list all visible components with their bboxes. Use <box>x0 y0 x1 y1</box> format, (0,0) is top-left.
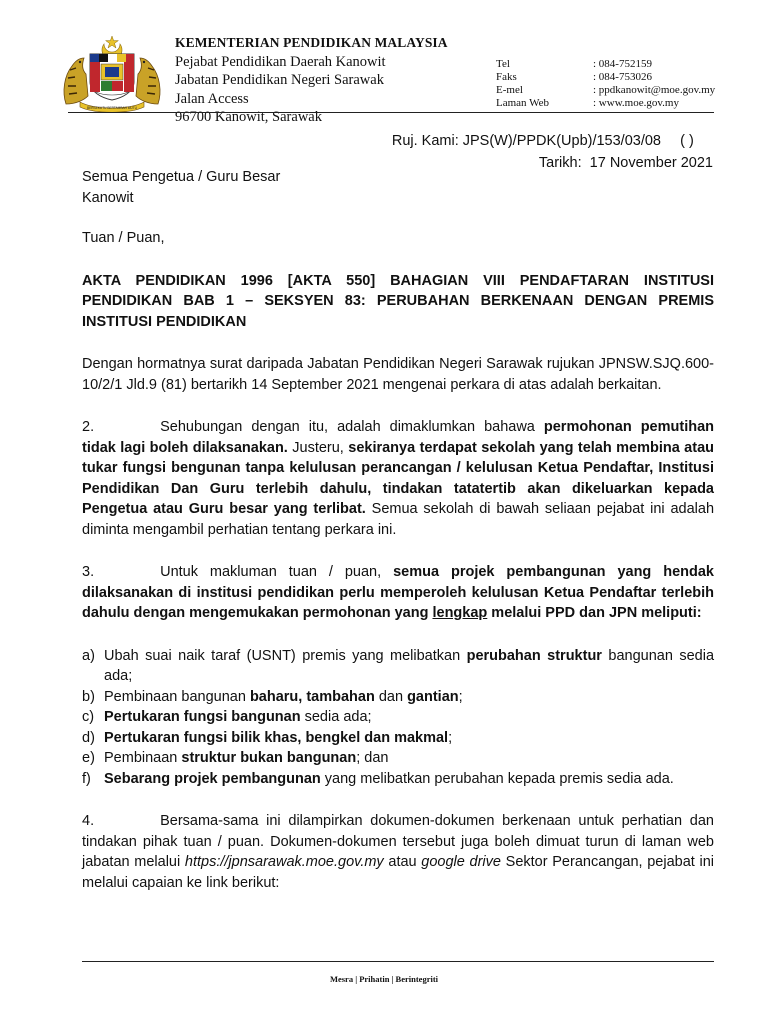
text-run: ; dan <box>356 750 389 766</box>
date-value: 17 November 2021 <box>589 155 713 171</box>
footer-divider <box>82 961 714 962</box>
recipient-line-2: Kanowit <box>82 189 134 206</box>
footer-motto: Mesra | Prihatin | Berintegriti <box>329 974 439 984</box>
text-run: Bersama-sama ini dilampirkan dokumen-dokumen berkenaan untuk perhatian dan tindakan pihak tuan / puan. Dokumen-dokumen tersebut juga boleh dimuat turun di laman web jabatan melalui <box>82 813 714 870</box>
paragraph-1: Dengan hormatnya surat daripada Jabatan Pendidikan Negeri Sarawak rujukan JPNSW.SJQ.600-10/2/1 Jld.9 (81) bertarikh 14 September 2021 mengenai perkara di atas adalah berkaitan. <box>82 356 714 393</box>
list-item-d <box>82 728 714 749</box>
svg-text:BERSEKUTU BERTAMBAH MUTU: BERSEKUTU BERTAMBAH MUTU <box>86 106 138 110</box>
address-line-4: 96700 Kanowit, Sarawak <box>175 109 322 125</box>
list-item-a <box>82 646 714 687</box>
contact-details <box>496 58 715 110</box>
list-marker: d) <box>82 729 95 746</box>
contact-label: Tel <box>496 58 510 70</box>
contact-row-tel <box>496 58 715 71</box>
bold-text: Pertukaran fungsi bangunan <box>104 709 301 725</box>
contact-label: Faks <box>496 71 517 83</box>
project-type-list <box>82 646 714 790</box>
contact-value: : ppdkanowit@moe.gov.my <box>593 84 716 96</box>
text-run: ; <box>458 688 463 705</box>
text-run: Semua sekolah di bawah seliaan pejabat ini adalah diminta mengambil perhatian tentang perkara ini. <box>82 501 715 538</box>
text-run: Sektor Perancangan, pejabat ini melalui capaian ke link berikut: <box>82 854 714 891</box>
list-item-b <box>82 687 714 708</box>
header-divider <box>68 112 714 113</box>
paragraph-number: 3. <box>82 564 95 580</box>
paragraph-number: 2. <box>82 419 95 435</box>
text-run: dan <box>374 688 408 705</box>
text-run: ; <box>448 729 453 746</box>
paragraph-number: 4. <box>82 813 95 829</box>
list-item-e <box>82 748 714 769</box>
bold-text: struktur bukan bangunan <box>181 750 357 766</box>
text-run: Ubah suai naik taraf (USNT) premis yang melibatkan <box>104 647 467 664</box>
contact-value: : 084-752159 <box>593 58 652 70</box>
text-run: Justeru, <box>287 439 349 456</box>
list-item-c <box>82 707 714 728</box>
contact-row-website <box>496 97 715 110</box>
recipient-line-1: Semua Pengetua / Guru Besar <box>82 169 281 185</box>
list-marker: b) <box>82 688 95 705</box>
contact-label: Laman Web <box>496 97 549 109</box>
list-item-f <box>82 769 714 790</box>
bold-text: gantian <box>407 688 459 705</box>
reference-number: Ruj. Kami: JPS(W)/PPDK(Upb)/153/03/08 <box>391 133 661 149</box>
paragraph-3 <box>82 562 714 624</box>
bold-text: permohonan pemutihan tidak lagi boleh dilaksanakan. <box>82 419 714 456</box>
address-line-2: Jabatan Pendidikan Negeri Sarawak <box>175 72 384 88</box>
list-marker: c) <box>82 709 95 725</box>
text-run: Pembinaan bangunan <box>104 688 250 705</box>
reference-parenthesis: ( ) <box>680 133 694 149</box>
ministry-name: KEMENTERIAN PENDIDIKAN MALAYSIA <box>175 35 448 50</box>
salutation: Tuan / Puan, <box>82 230 165 246</box>
contact-row-email <box>496 84 715 97</box>
bold-text: melalui PPD dan JPN meliputi: <box>487 605 702 621</box>
bold-text: Sebarang projek pembangunan <box>104 770 321 787</box>
letter-subject: AKTA PENDIDIKAN 1996 [AKTA 550] BAHAGIAN VIII PENDAFTARAN INSTITUSI PENDIDIKAN BAB 1 – SEKSYEN 83: PERUBAHAN BERKENAAN DENGAN PREMIS INSTITUSI PENDIDIKAN <box>82 272 714 330</box>
contact-value: : 084-753026 <box>593 71 652 83</box>
text-run: sedia ada; <box>300 709 372 725</box>
bold-underlined-text: lengkap <box>432 605 488 621</box>
text-run: Sehubungan dengan itu, adalah dimaklumkan bahawa <box>160 419 544 435</box>
address-line-3: Jalan Access <box>175 90 249 107</box>
text-run: Pembinaan <box>104 750 182 766</box>
malaysia-coat-of-arms-logo <box>60 34 164 112</box>
list-marker: e) <box>82 750 95 766</box>
letter-body <box>82 167 714 893</box>
paragraph-4 <box>82 811 714 893</box>
contact-label: E-mel <box>496 84 523 96</box>
bold-text: Pertukaran fungsi bilik khas, bengkel dan makmal <box>104 729 449 746</box>
contact-value: : www.moe.gov.my <box>593 97 679 109</box>
bold-text: perubahan struktur <box>466 647 602 664</box>
text-run: yang melibatkan perubahan kepada premis sedia ada. <box>320 770 674 787</box>
bold-text: semua projek pembangunan yang hendak dilaksanakan di institusi pendidikan perlu memperoleh kelulusan Ketua Pendaftar terlebih dahulu dengan mengemukakan permohonan yang <box>82 564 714 621</box>
bold-text: sekiranya terdapat sekolah yang telah membina atau tukar fungsi bengunan tanpa kelulusan perancangan / kelulusan Ketua Pendaftar, Institusi Pendidikan Dan Guru terlebih dahulu, tindakan tatatertib akan dikeluarkan kepada Pengetua atau Guru besar yang terlibat. <box>82 439 714 517</box>
reference-number-line <box>392 130 713 152</box>
list-marker: f) <box>82 770 91 787</box>
text-run: bangunan sedia ada; <box>104 647 715 684</box>
contact-row-fax <box>496 71 715 84</box>
text-run: atau <box>383 854 422 870</box>
address-line-1: Pejabat Pendidikan Daerah Kanowit <box>175 53 386 70</box>
bold-text: baharu, tambahan <box>249 688 375 705</box>
paragraph-2 <box>82 417 714 540</box>
text-run: Untuk makluman tuan / puan, <box>160 564 394 580</box>
date-label: Tarikh: <box>538 155 582 171</box>
list-marker: a) <box>82 647 95 664</box>
italic-text: google drive <box>421 854 501 870</box>
website-link[interactable]: https://jpnsarawak.moe.gov.my <box>184 854 384 870</box>
